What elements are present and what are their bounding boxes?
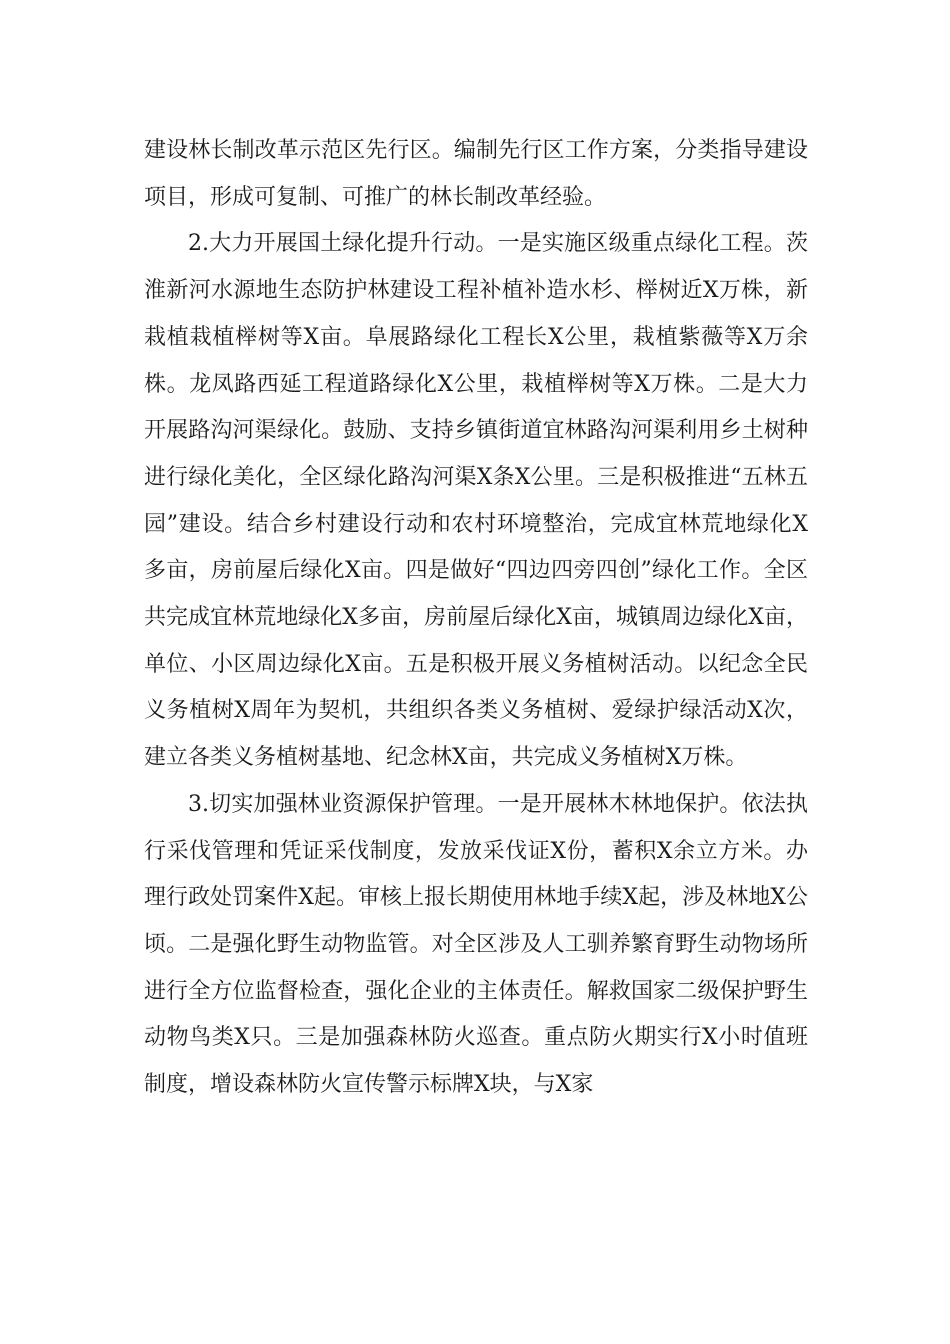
paragraph-3: 3.切实加强林业资源保护管理。一是开展林木林地保护。依法执行采伐管理和凭证采伐制度，发放采伐证X份，蓄积X余立方米。办理行政处罚案件X起。审核上报长期使用林地手续X起，涉及林地X公顷。二是强化野生动物监管。对全区涉及人工驯养繁育野生动物场所进行全方位监督检查，强化企业的主体责任。解救国家二级保护野生动物鸟类X只。三是加强森林防火巡查。重点防火期实行X小时值班制度，增设森林防火宣传警示标牌X块，与X家 <box>144 791 808 1098</box>
paragraph-2: 2.大力开展国土绿化提升行动。一是实施区级重点绿化工程。茨淮新河水源地生态防护林建设工程补植补造水杉、榉树近X万株，新栽植栽植榉树等X亩。阜展路绿化工程长X公里，栽植紫薇等X万余株。龙凤路西延工程道路绿化X公里，栽植榉树等X万株。二是大力开展路沟河渠绿化。鼓励、支持乡镇街道宜林路沟河渠利用乡土树种进行绿化美化，全区绿化路沟河渠X条X公里。三是积极推进“五林五园”建设。结合乡村建设行动和农村环境整治，完成宜林荒地绿化X多亩，房前屋后绿化X亩。四是做好“四边四旁四创”绿化工作。全区共完成宜林荒地绿化X多亩，房前屋后绿化X亩，城镇周边绿化X亩，单位、小区周边绿化X亩。五是积极开展义务植树活动。以纪念全民义务植树X周年为契机，共组织各类义务植树、爱绿护绿活动X次，建立各类义务植树基地、纪念林X亩，共完成义务植树X万株。 <box>144 231 808 771</box>
paragraph-1: 建设林长制改革示范区先行区。编制先行区工作方案，分类指导建设项目，形成可复制、可推广的林长制改革经验。 <box>144 138 808 210</box>
document-page <box>144 128 808 1109</box>
